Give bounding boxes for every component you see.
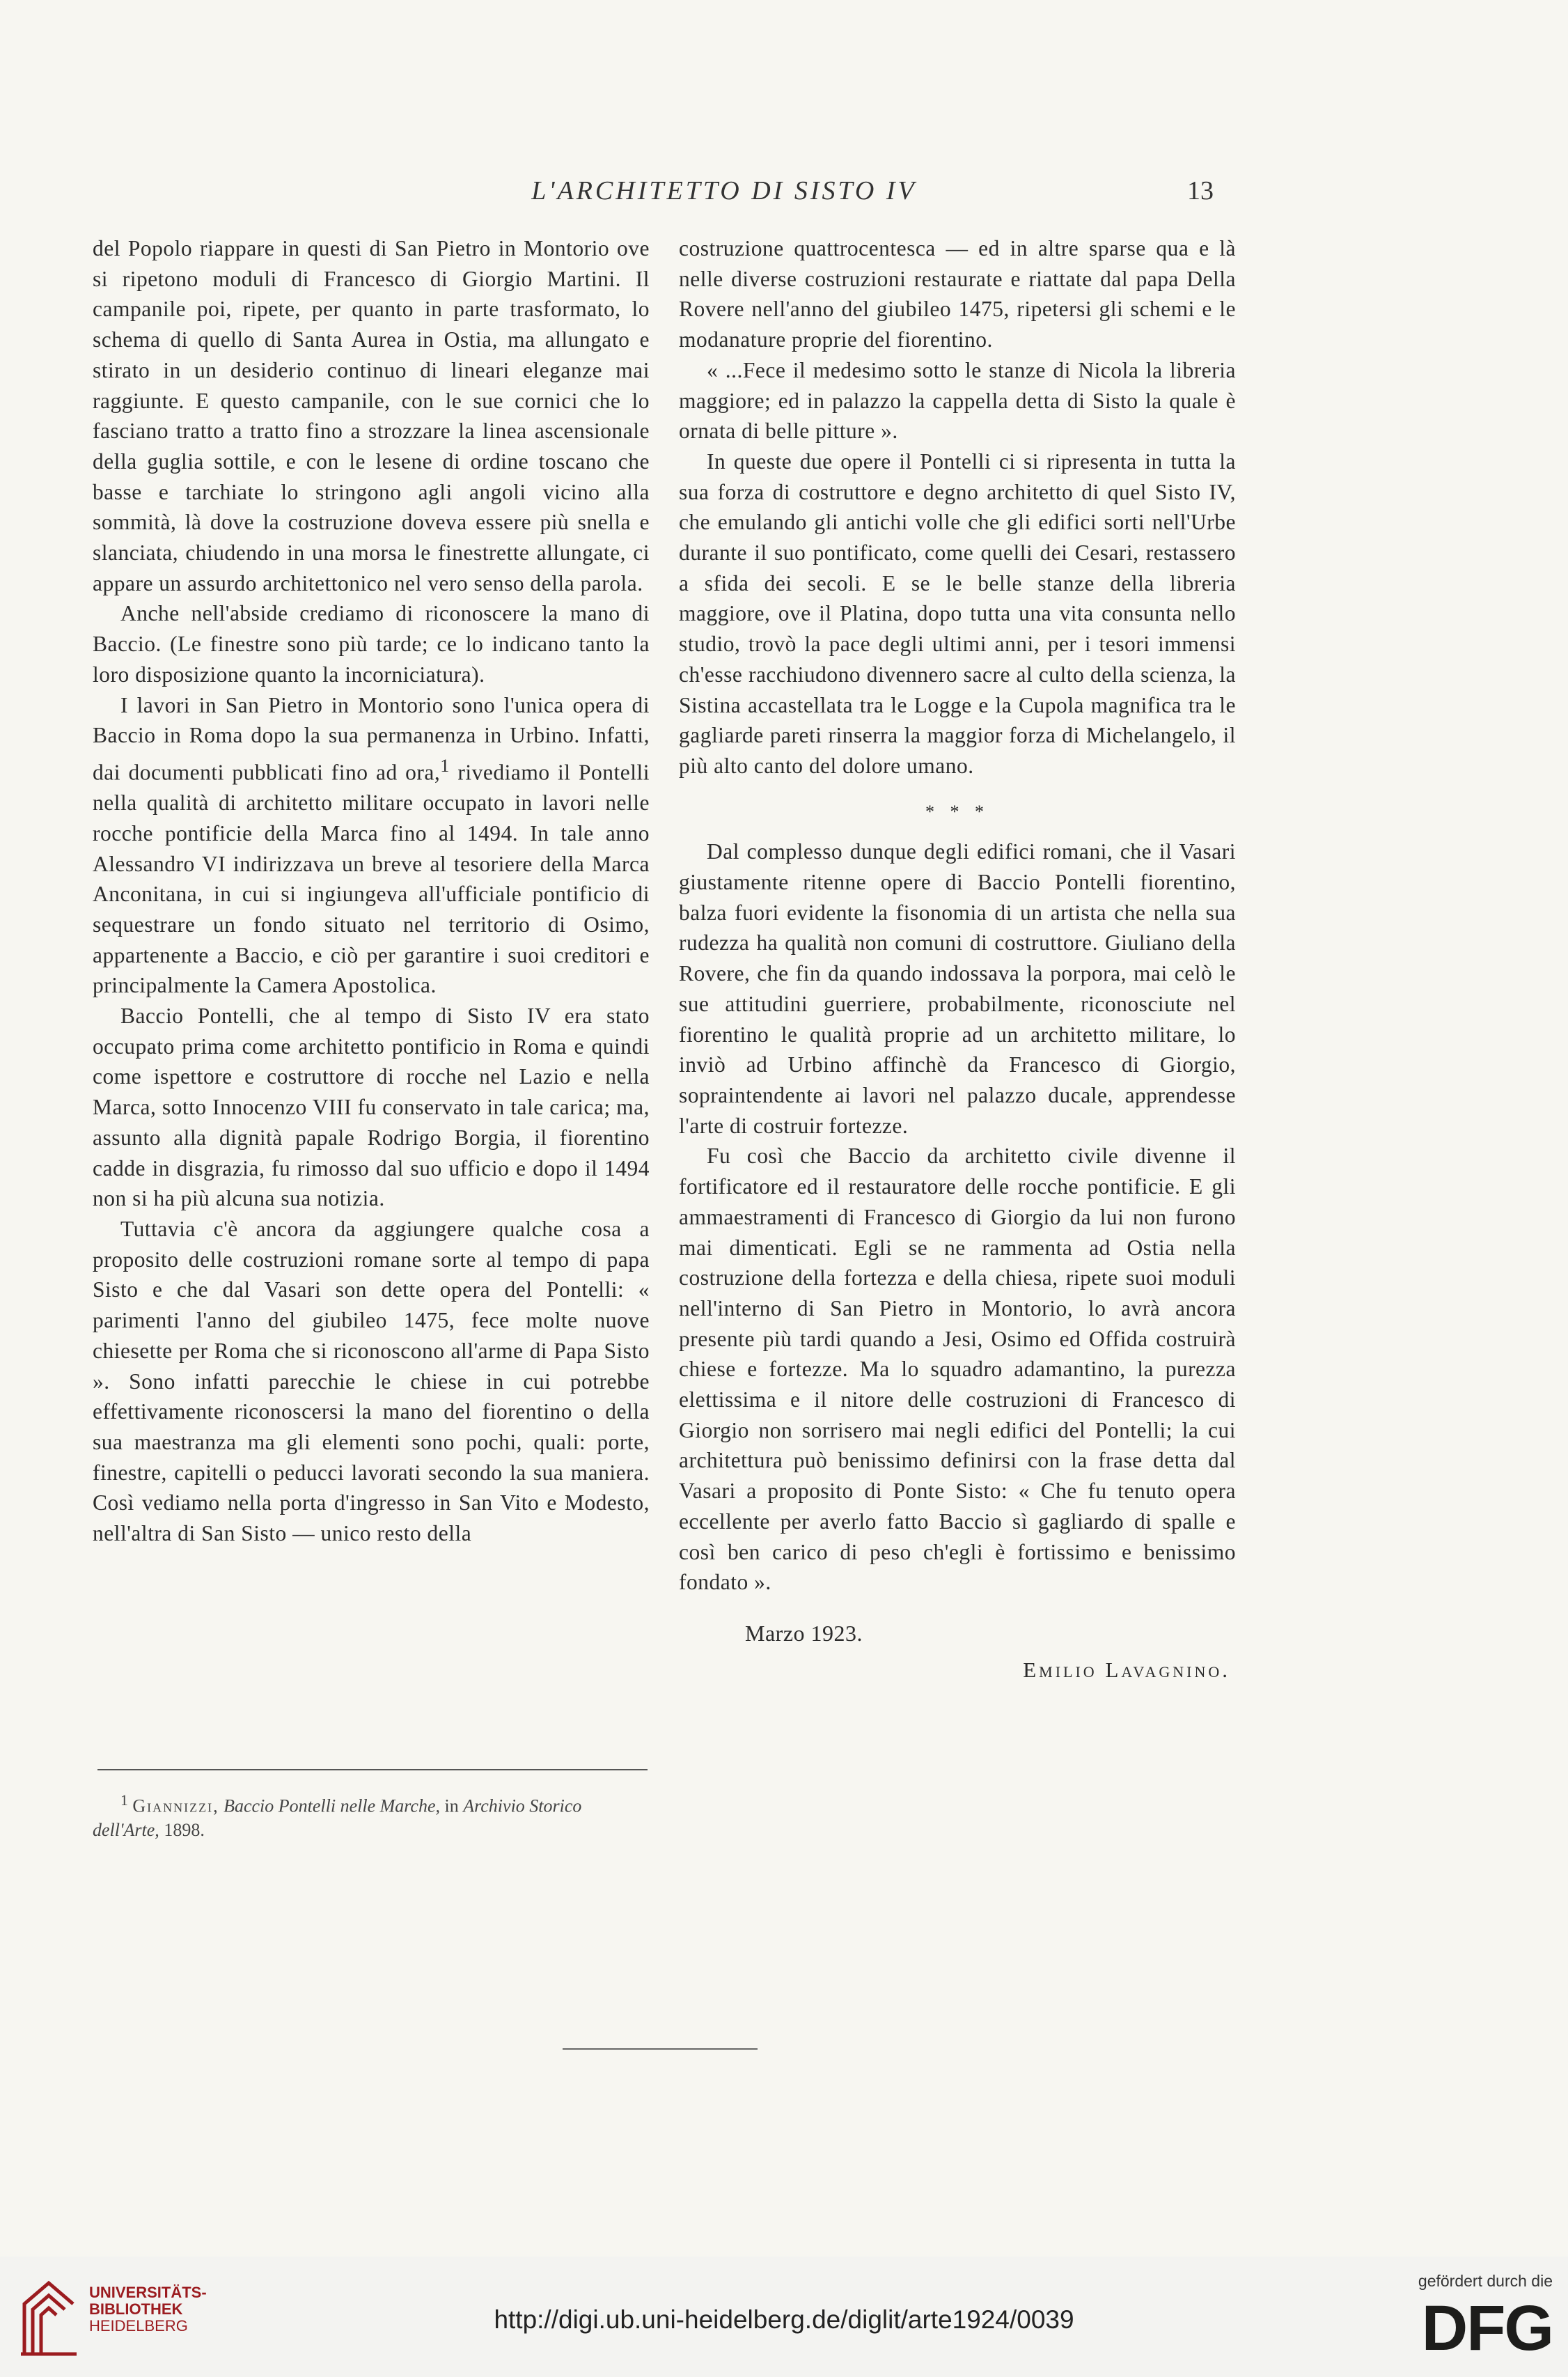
paragraph-text: rivediamo il Pontelli nella qualità di architetto militare occupato in lavori nelle rocche pontificie della Marca fino al 1494. In tale anno Alessandro VI indirizzava un breve al tesoriere della Marca Anconitana, in cui si ingiungeva all'ufficiale pontificio di sequestrare un fondo situato nel territorio di Osimo, appartenente a Baccio, e ciò per garantire i suoi creditori e principalmente la Camera Apostolica. xyxy=(93,760,650,998)
library-name-line: HEIDELBERG xyxy=(89,2317,188,2335)
author-signature: Emilio Lavagnino. xyxy=(1023,1657,1230,1682)
paragraph: del Popolo riappare in questi di San Pietro in Montorio ove si ripetono moduli di Francesco di Giorgio Martini. Il campanile poi, ripete, per quanto in parte trasformato, lo schema di quello di Santa Aurea in Ostia, ma allungato e stirato in un desiderio continuo di lineari eleganze mai raggiunte. E questo campanile, con le sue cornici che lo fasciano tratto a tratto fino a strozzare la linea ascensionale della guglia sottile, e con le lesene di ordine toscano che basse e tarchiate lo stringono agli angoli vicino alla sommità, là dove la costruzione doveva essere più snella e slanciata, chiudendo in una morsa le finestrette allungate, ci appare un assurdo architettonico nel vero senso della parola. xyxy=(93,236,650,595)
paragraph: Dal complesso dunque degli edifici romani, che il Vasari giustamente ritenne opere di Baccio Pontelli fiorentino, balza fuori evidente la fisonomia di un artista che nella sua rudezza ha qualità non comuni di costruttore. Giuliano della Rovere, che fin da quando indossava la porpora, mai celò le sue attitudini guerriere, probabilmente, riconosciute nel fiorentino le qualità proprie ad un architetto militare, lo inviò ad Urbino affinchè da Francesco di Giorgio, sopraintendente ai lavori nel palazzo ducale, apprendesse l'arte di costruir fortezze. xyxy=(679,839,1236,1138)
dfg-logo: DFG xyxy=(1421,2293,1553,2364)
library-name-line: BIBLIOTHEK xyxy=(89,2300,183,2318)
paragraph xyxy=(93,690,650,1002)
date-line: Marzo 1923. xyxy=(745,1620,863,1646)
running-title: L'ARCHITETTO DI SISTO IV xyxy=(531,176,917,205)
page-header xyxy=(0,176,1568,217)
funding-caption: gefördert durch die xyxy=(1418,2272,1553,2290)
paragraph: Tuttavia c'è ancora da aggiungere qualche cosa a proposito delle costruzioni romane sorte al tempo di papa Sisto e che dal Vasari son dette opera del Pontelli: « parimenti l'anno del giubileo 1475, fece molte nuove chiesette per Roma che si riconoscono all'arme di Papa Sisto ». Sono infatti parecchie le chiese in cui potrebbe effettivamente riconoscersi la mano del fiorentino o della sua maestranza ma gli elementi sono pochi, quali: porte, finestre, capitelli o peducci lavorati secondo la sua maniera. Così vediamo nella porta d'ingresso in San Vito e Modesto, nell'altra di San Sisto — unico resto della xyxy=(93,1217,650,1546)
page-number: 13 xyxy=(1187,176,1214,205)
paragraph: Anche nell'abside crediamo di riconoscere la mano di Baccio. (Le finestre sono più tarde; ce lo indicano tanto la loro disposizione quanto la incorniciatura). xyxy=(93,601,650,687)
footnote-in: in xyxy=(440,1795,464,1816)
footnote-mark: 1 xyxy=(120,1792,128,1809)
paragraph: costruzione quattrocentesca — ed in altre sparse qua e là nelle diverse costruzioni restaurate e riattate dal papa Della Rovere nell'anno del giubileo 1475, ripetersi gli schemi e le modanature proprie del fiorentino. xyxy=(679,236,1236,352)
paragraph-text: I lavori in San Pietro in Montorio sono l'unica opera di Baccio in Roma dopo la sua permanenza in Urbino. Infatti, dai documenti pubblicati fino ad ora, xyxy=(93,692,650,785)
footnote-title: Baccio Pontelli nelle Marche, xyxy=(224,1795,440,1816)
source-url-link[interactable]: http://digi.ub.uni-heidelberg.de/diglit/arte1924/0039 xyxy=(494,2305,1074,2334)
right-column xyxy=(679,233,1236,1685)
section-separator: * * * xyxy=(925,801,989,822)
footnote xyxy=(93,1788,650,1842)
paragraph: « ...Fece il medesimo sotto le stanze di Nicola la libreria maggiore; ed in palazzo la cappella detta di Sisto la quale è ornata di belle pitture ». xyxy=(679,357,1236,444)
left-column xyxy=(93,233,650,1786)
paragraph: Baccio Pontelli, che al tempo di Sisto IV era stato occupato prima come architetto pontificio in Roma e quindi come ispettore e costruttore di rocche nel Lazio e nella Marca, sotto Innocenzo VIII fu conservato in tale carica; ma, assunto alla dignità papale Rodrigo Borgia, il fiorentino cadde in disgrazia, fu rimosso dal suo ufficio e dopo il 1494 non si ha più alcuna sua notizia. xyxy=(93,1004,650,1211)
paragraph: In queste due opere il Pontelli ci si ripresenta in tutta la sua forza di costruttore e degno architetto di quel Sisto IV, che emulando gli antichi volle che gli edifici sorti nell'Urbe durante il suo pontificato, come quelli dei Cesari, restassero a sfida dei secoli. E se le belle stanze della libreria maggiore, ove il Platina, dopo tutta una vita consunta nello studio, trovò la pace degli ultimi anni, per i tesori immensi ch'esse racchiudono divennero sacre al culto della scienza, la Sistina accastellata tra le Logge e la Cupola magnifica tra le gagliarde pareti rinserra la maggior forza di Michelangelo, il più alto canto del dolore umano. xyxy=(679,449,1236,778)
footnote-year: 1898. xyxy=(159,1819,205,1840)
digitization-footer xyxy=(0,2257,1568,2377)
paragraph: Fu così che Baccio da architetto civile divenne il fortificatore ed il restauratore delle rocche pontificie. E gli ammaestramenti di Francesco di Giorgio da lui non furono mai dimenticati. Egli se ne rammenta ad Ostia nella costruzione della fortezza e della chiesa, ripete suoi moduli nell'interno di San Pietro in Montorio, lo avrà ancora presente più tardi quando a Jesi, Osimo ed Offida costruirà chiese e fortezze. Ma lo squadro adamantino, la purezza elettissima e il nitore delle costruzioni di Francesco di Giorgio non sorrisero mai negli edifici del Pontelli; la cui architettura può benissimo definirsi con la frase detta dal Vasari a proposito di Ponte Sisto: « Che fu tenuto opera eccellente per averlo fatto Baccio sì gagliardo di spalle e così ben carico di peso ch'egli è fortissimo e benissimo fondato ». xyxy=(679,1144,1236,1595)
footnote-source: Archivio Storico dell'Arte, xyxy=(93,1795,582,1840)
footnote-author: Giannizzi, xyxy=(132,1795,219,1816)
footnote-divider xyxy=(97,1769,648,1770)
library-name-line: UNIVERSITÄTS- xyxy=(89,2284,207,2301)
footnote-reference[interactable]: 1 xyxy=(440,755,450,776)
funder-block[interactable] xyxy=(1386,2272,1553,2364)
end-divider xyxy=(563,2048,758,2050)
